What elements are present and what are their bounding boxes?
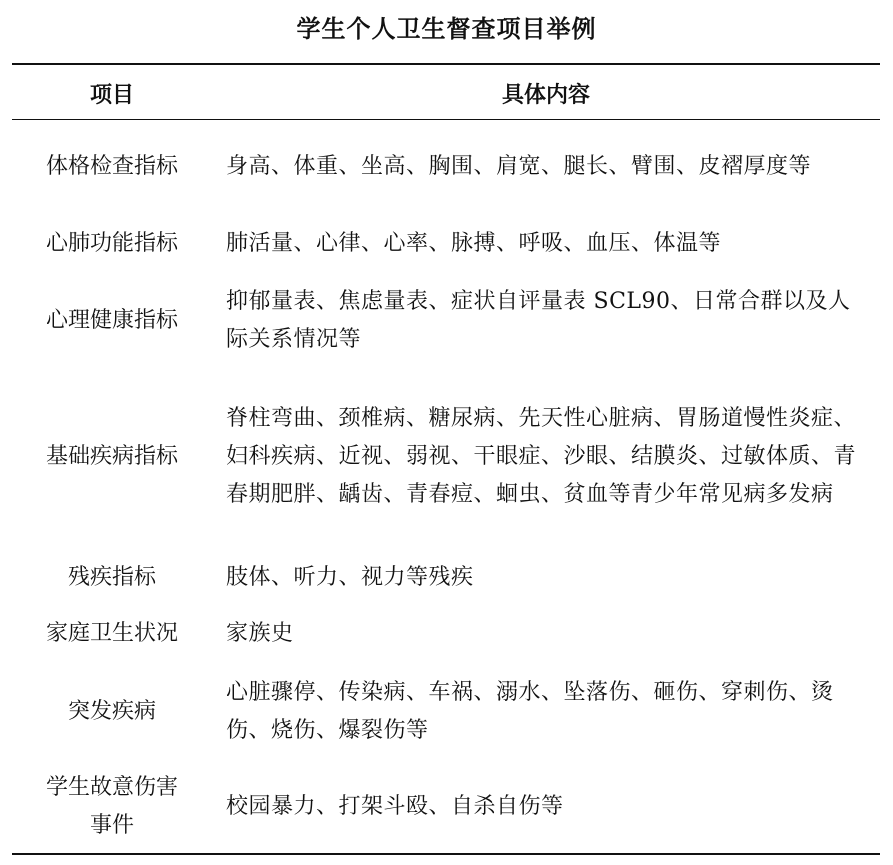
row-item-cell (12, 278, 212, 364)
header-rule (12, 119, 880, 120)
row-content: 脊柱弯曲、颈椎病、糖尿病、先天性心脏病、胃肠道慢性炎症、妇科疾病、近视、弱视、干眼症、沙眼、结膜炎、过敏体质、青春期肥胖、龋齿、青春痘、蛔虫、贫血等青少年常见病多发病 (226, 406, 857, 507)
table-top-rule (12, 63, 880, 65)
header-content: 具体内容 (501, 82, 590, 108)
row-item-cell (12, 222, 212, 266)
header-item: 项目 (89, 82, 134, 108)
row-content: 肢体、听力、视力等残疾 (226, 565, 474, 590)
row-item: 心理健康指标 (45, 308, 178, 333)
row-content-cell (212, 278, 866, 364)
row-content: 家族史 (226, 621, 294, 646)
row-content-cell (212, 556, 866, 600)
row-content: 肺活量、心律、心率、脉搏、呼吸、血压、体温等 (226, 231, 722, 256)
table-row (12, 124, 880, 210)
row-item: 心肺功能指标 (45, 231, 178, 256)
table-row (12, 556, 880, 600)
row-content: 身高、体重、坐高、胸围、肩宽、腿长、臂围、皮褶厚度等 (226, 154, 812, 179)
row-content-cell (212, 669, 866, 755)
table-row (12, 764, 880, 850)
row-content-cell (212, 124, 866, 210)
row-item: 突发疾病 (67, 699, 156, 724)
row-content-cell (212, 764, 866, 850)
row-item: 体格检查指标 (45, 154, 178, 179)
row-item-cell (12, 556, 212, 600)
table-row (12, 612, 880, 656)
row-item-cell (12, 669, 212, 755)
row-content-cell (212, 612, 866, 656)
row-content-cell (212, 222, 866, 266)
row-content: 抑郁量表、焦虑量表、症状自评量表 SCL90、日常合群以及人际关系情况等 (226, 289, 851, 352)
table-row (12, 278, 880, 364)
row-content-cell (212, 369, 866, 545)
row-item-cell (12, 764, 212, 850)
row-content: 心脏骤停、传染病、车祸、溺水、坠落伤、砸伤、穿刺伤、烫伤、烧伤、爆裂伤等 (226, 680, 834, 743)
table-title: 学生个人卫生督查项目举例 (296, 15, 597, 43)
table-row (12, 222, 880, 266)
table-row (12, 669, 880, 755)
row-item-cell (12, 612, 212, 656)
table-bottom-rule (12, 853, 880, 855)
row-item: 学生故意伤害事件 (45, 775, 178, 838)
row-item: 家庭卫生状况 (45, 621, 178, 646)
row-item: 基础疾病指标 (45, 444, 178, 469)
row-item: 残疾指标 (67, 565, 156, 590)
row-item-cell (12, 369, 212, 545)
row-content: 校园暴力、打架斗殴、自杀自伤等 (226, 794, 564, 819)
row-item-cell (12, 124, 212, 210)
table-row (12, 369, 880, 545)
